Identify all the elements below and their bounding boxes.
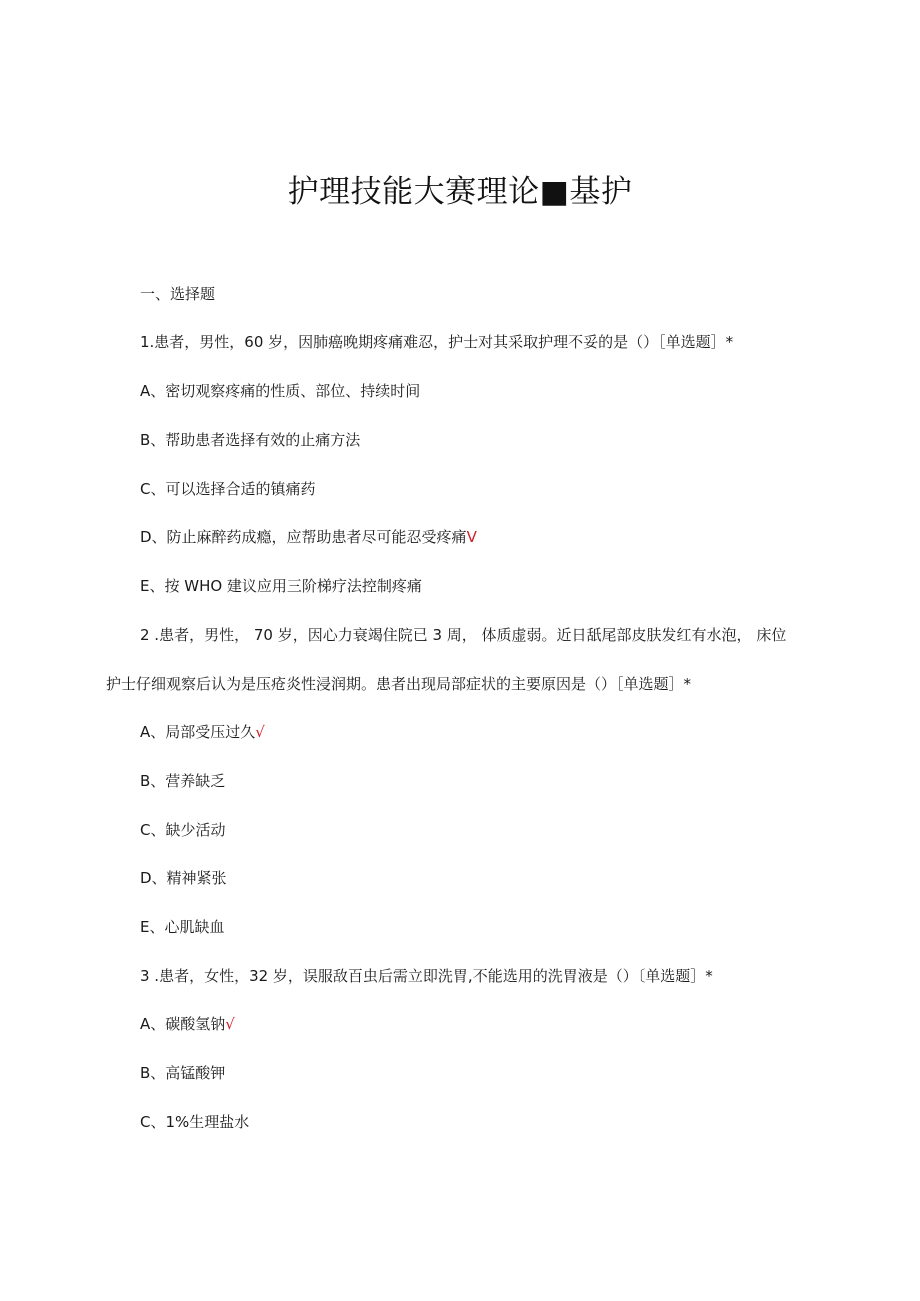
question-1-option-d — [140, 527, 477, 547]
question-1-option-b — [140, 430, 360, 450]
question-1-stem: 1.患者，男性，60 岁，因肺癌晚期疼痛难忍，护士对其采取护理不妥的是（）［单选题］* — [140, 333, 734, 351]
question-2-option-d — [140, 868, 227, 888]
option-text: B、高锰酸钾 — [140, 1064, 226, 1082]
option-text: C、缺少活动 — [140, 821, 226, 839]
option-text: A、碳酸氢钠 — [140, 1015, 226, 1033]
question-2-stem-line-1: 2 .患者，男性， 70 岁，因心力衰竭住院已 3 周， 体质虚弱。近日舐尾部皮肤发红有水泡， 床位 — [140, 626, 787, 644]
document-title: 护理技能大赛理论■基护 — [287, 174, 633, 210]
option-text: C、1%生理盐水 — [140, 1113, 250, 1131]
question-1-option-c — [140, 479, 315, 499]
option-text: A、局部受压过久 — [140, 723, 256, 741]
section-heading: 一、选择题 — [140, 285, 216, 303]
option-text: B、营养缺乏 — [140, 772, 226, 790]
question-2-option-a — [140, 722, 265, 742]
question-2-option-e — [140, 917, 224, 937]
option-text: D、防止麻醉药成瘾，应帮助患者尽可能忍受疼痛 — [140, 528, 467, 546]
option-text: E、按 WHO 建议应用三阶梯疗法控制疼痛 — [140, 577, 422, 595]
option-text: E、心肌缺血 — [140, 918, 225, 936]
option-text: B、帮助患者选择有效的止痛方法 — [140, 431, 361, 449]
question-3-option-a — [140, 1014, 235, 1034]
correct-answer-mark: V — [466, 528, 477, 546]
question-2-stem-line-2: 护士仔细观察后认为是压疮炎性浸润期。患者出现局部症状的主要原因是（）［单选题］* — [106, 675, 692, 693]
option-text: D、精神紧张 — [140, 869, 227, 887]
correct-answer-mark: √ — [225, 1015, 235, 1033]
option-text: C、可以选择合适的镇痛药 — [140, 480, 316, 498]
question-1-option-a — [140, 381, 420, 401]
question-3-option-b — [140, 1063, 225, 1083]
question-3-stem: 3 .患者，女性，32 岁，误服敌百虫后需立即洗胃,不能选用的洗胃液是（）〔单选题］* — [140, 967, 713, 985]
question-3-option-c — [140, 1112, 249, 1132]
question-2-option-c — [140, 820, 225, 840]
question-1-option-e — [140, 576, 422, 596]
question-2-option-b — [140, 771, 225, 791]
option-text: A、密切观察疼痛的性质、部位、持续时间 — [140, 382, 421, 400]
correct-answer-mark: √ — [255, 723, 265, 741]
